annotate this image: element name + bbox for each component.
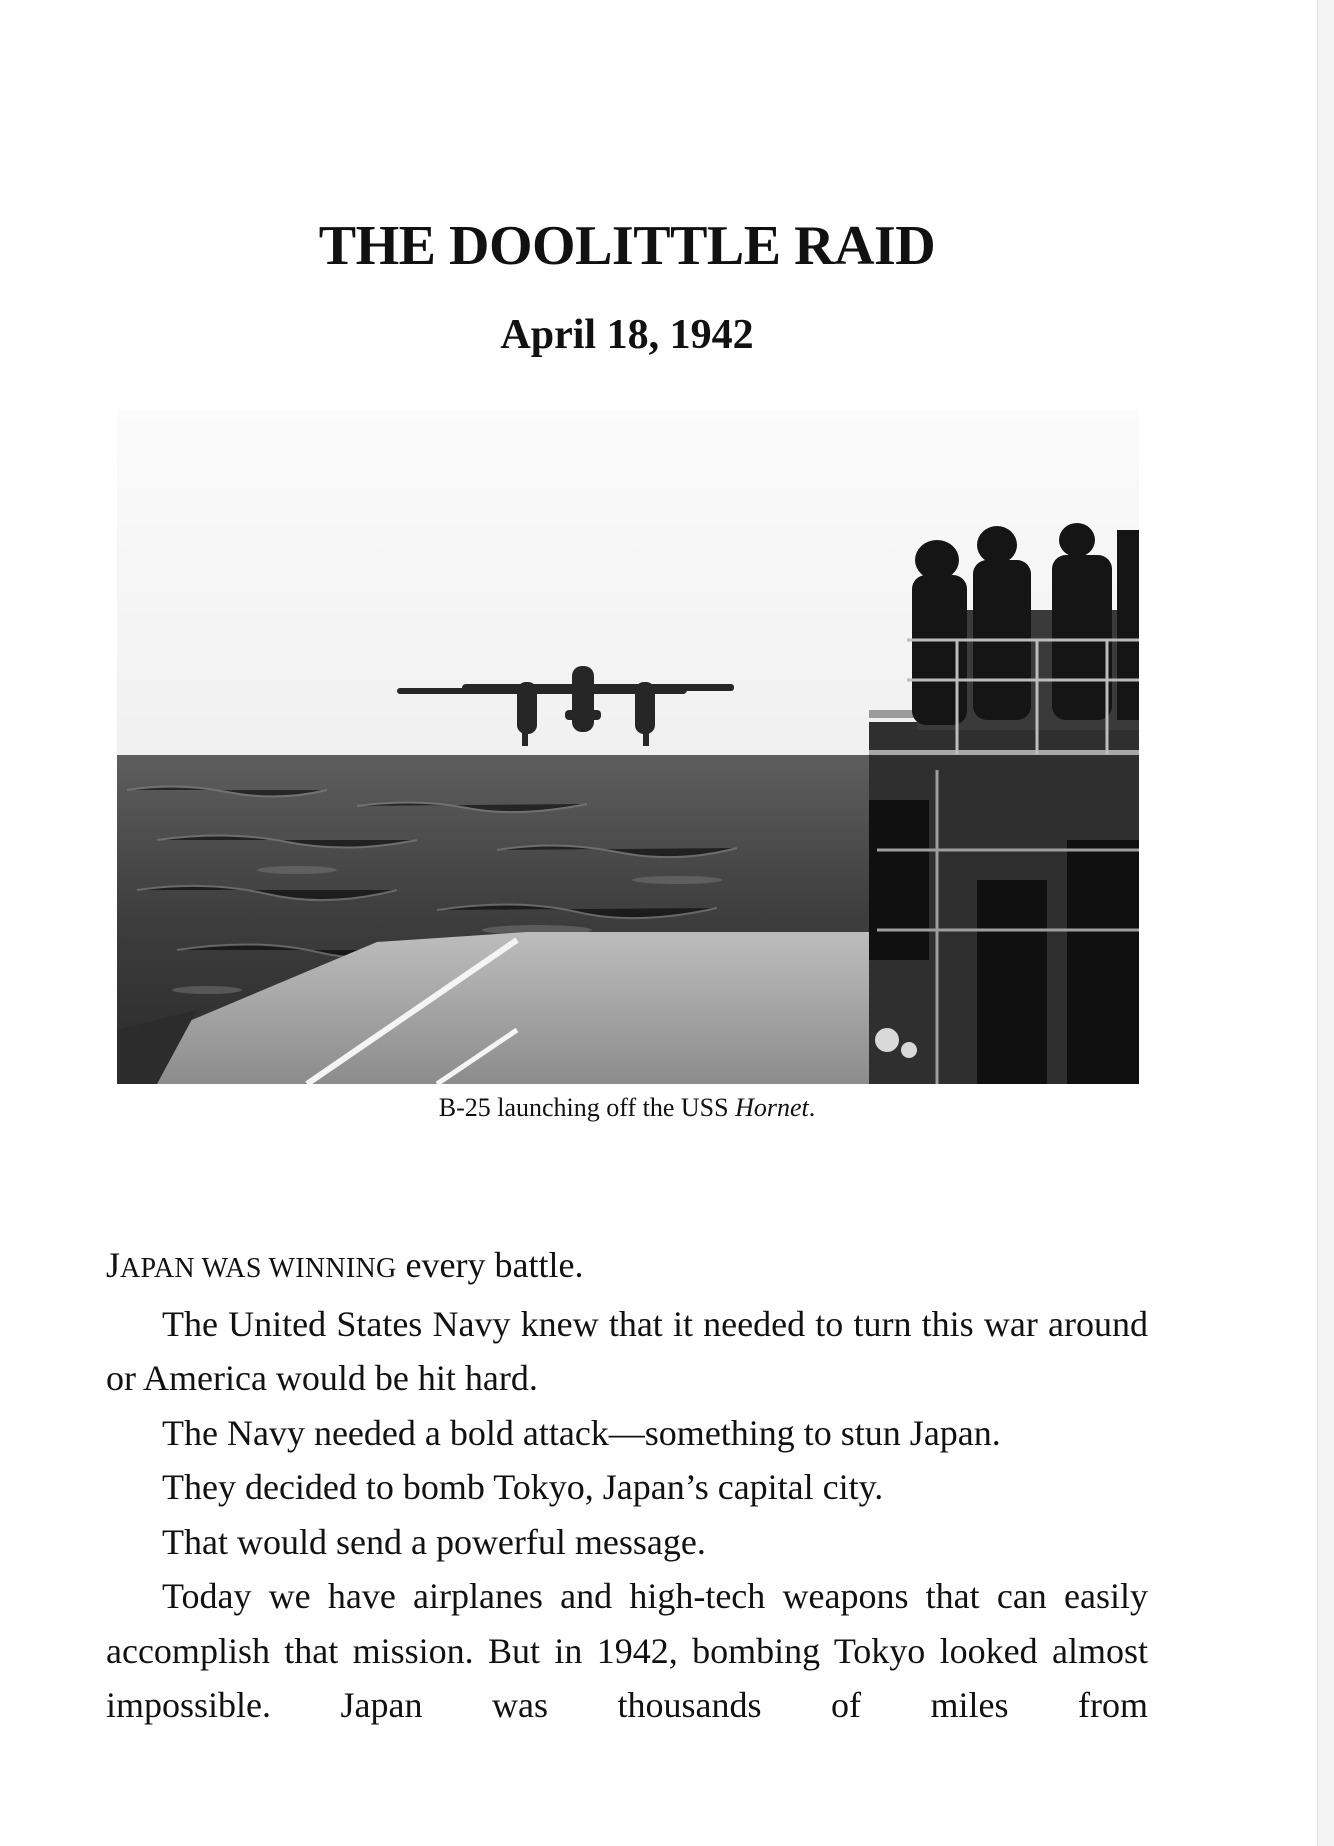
body-paragraph: The Navy needed a bold attack—something to stun Japan. — [162, 1412, 1001, 1453]
opening-caps-initial: J — [106, 1245, 121, 1285]
opening-small-caps: APAN WAS WINNING — [120, 1253, 397, 1284]
chapter-date: April 18, 1942 — [500, 312, 754, 358]
body-paragraph: That would send a powerful message. — [162, 1521, 706, 1562]
opening-paragraph — [106, 1238, 1148, 1297]
photo-caption — [0, 1090, 1254, 1126]
b25-launch-photo — [117, 410, 1139, 1084]
caption-period: . — [808, 1093, 816, 1122]
chapter-body — [106, 1238, 1148, 1733]
opening-rest: every battle. — [396, 1245, 584, 1285]
caption-text: B-25 launching off the USS — [438, 1093, 736, 1122]
body-paragraph: Today we have airplanes and high-tech weapons that can easily accomplish that mission. But in 1942, bombing Tokyo looked almost impossible. Japan was thousands of miles from — [106, 1576, 1148, 1725]
chapter-title: THE DOOLITTLE RAID — [318, 215, 936, 277]
body-paragraph: They decided to bomb Tokyo, Japan’s capital city. — [162, 1467, 884, 1507]
page-edge-gutter — [1317, 0, 1334, 1846]
body-paragraph: The United States Navy knew that it needed to turn this war around or America would be hit hard. — [106, 1303, 1148, 1398]
b25-bomber-takeoff-photo-icon — [117, 410, 1139, 1084]
caption-ship-name: Hornet — [735, 1093, 809, 1122]
